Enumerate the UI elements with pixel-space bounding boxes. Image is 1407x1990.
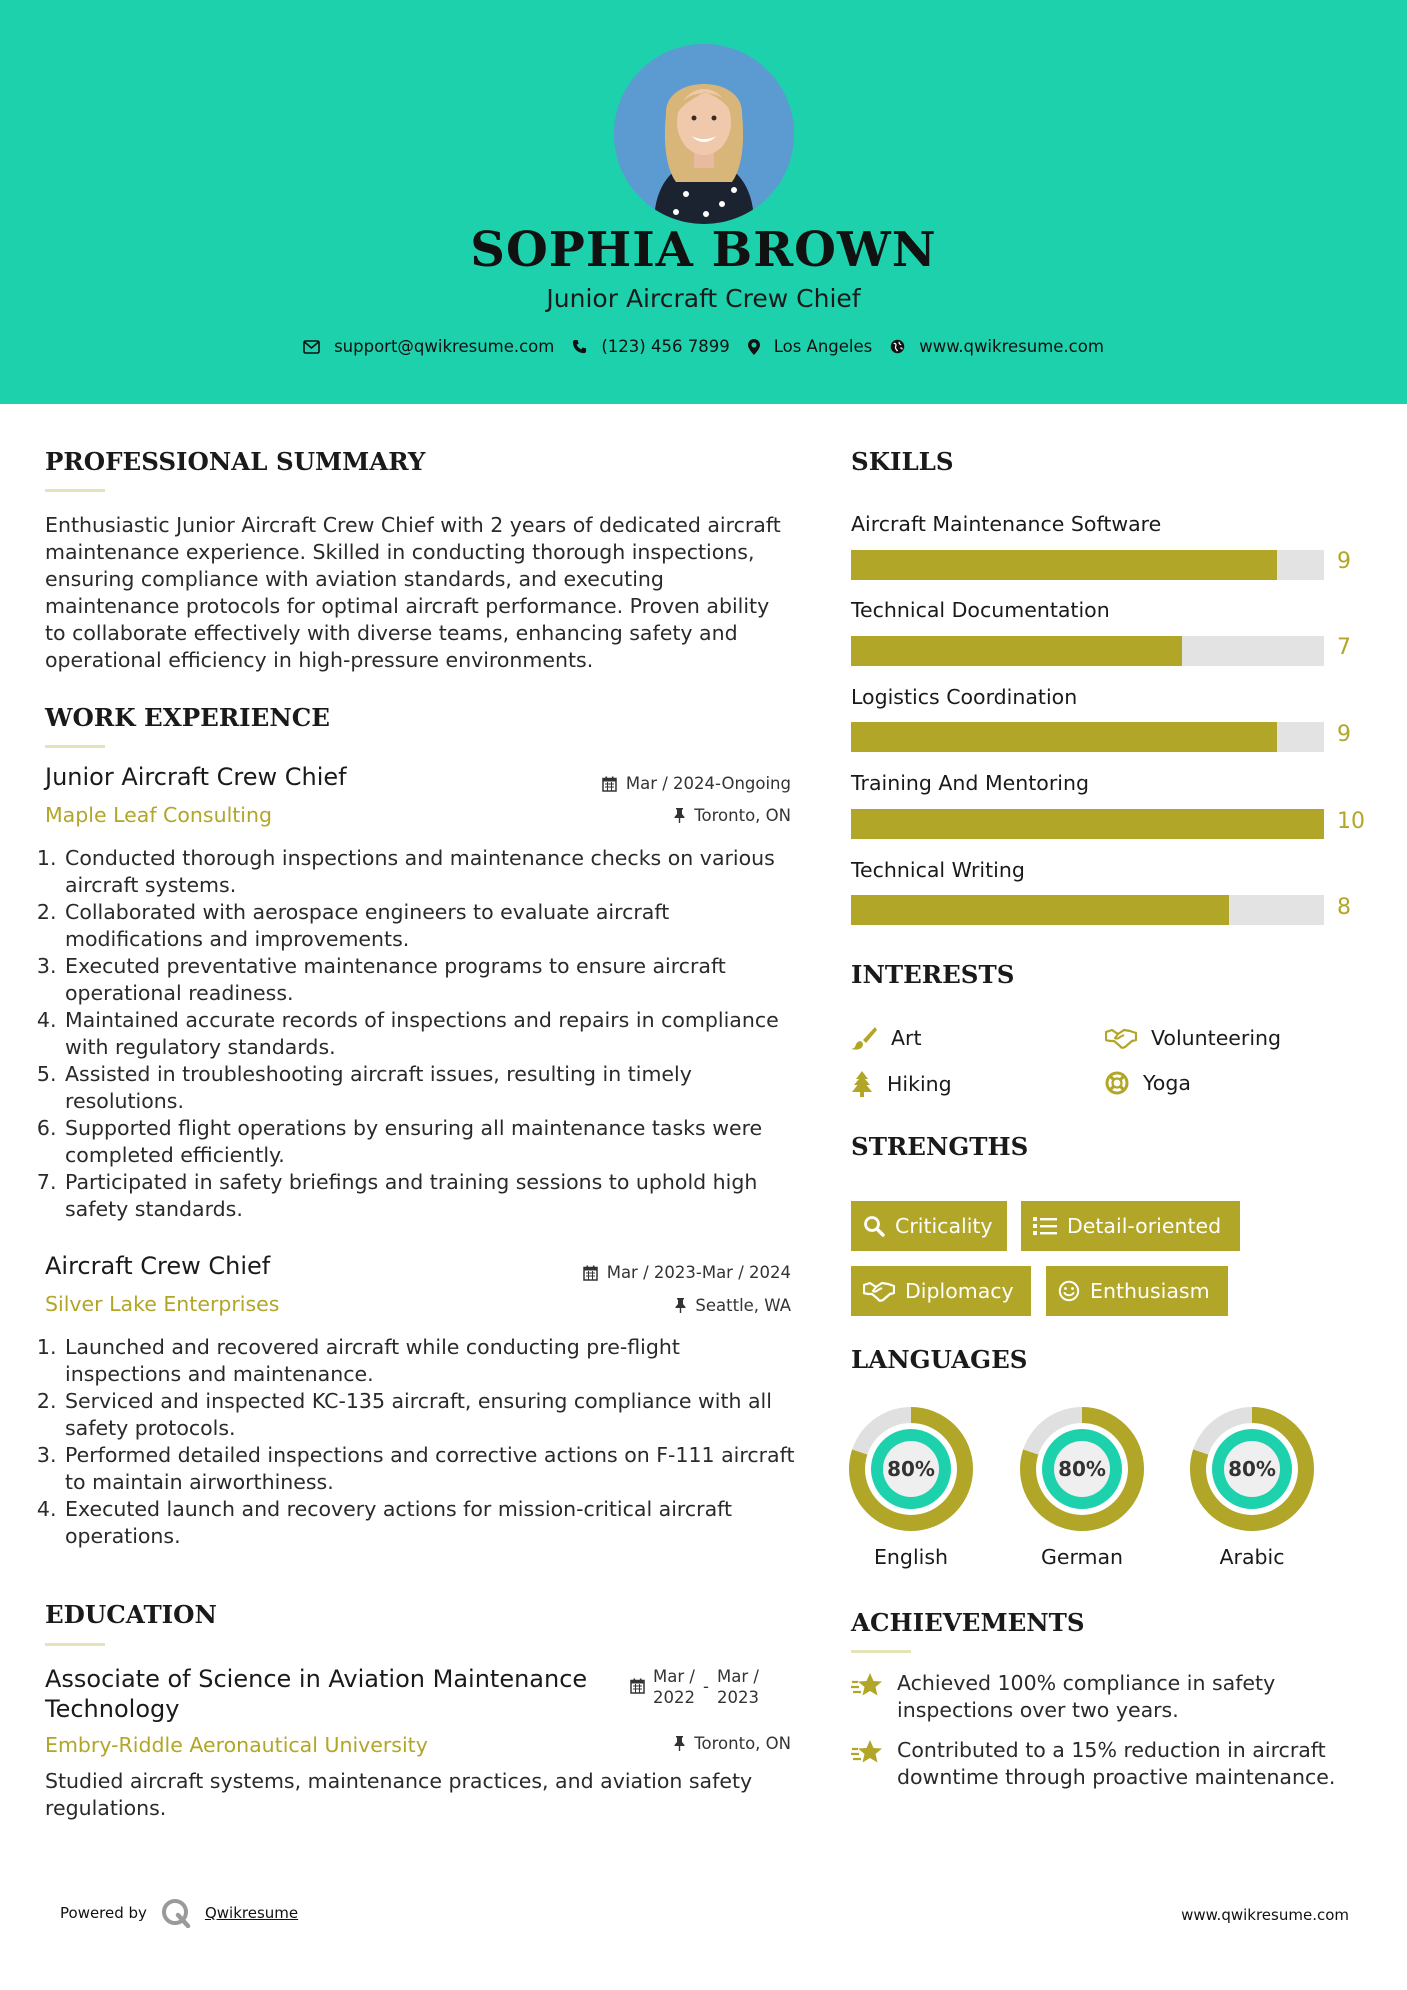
skill-bar-fill (851, 550, 1277, 580)
strength-label: Detail-oriented (1067, 1214, 1222, 1238)
strength-chip-criticality (851, 1201, 1007, 1251)
lifebuoy-icon (1105, 1071, 1129, 1095)
education-heading: EDUCATION (45, 1600, 217, 1629)
job-1-dates (602, 774, 791, 793)
contact-website-text: www.qwikresume.com (919, 337, 1104, 356)
job-1-location-text: Toronto, ON (694, 806, 791, 825)
contact-location (748, 337, 873, 356)
list-item: 6. Supported flight operations by ensuring all maintenance tasks were completed efficiently. (63, 1115, 795, 1169)
achievement-text: Achieved 100% compliance in safety inspections over two years. (897, 1671, 1276, 1722)
interest-label: Volunteering (1151, 1026, 1282, 1050)
job-2-company: Silver Lake Enterprises (45, 1292, 280, 1316)
achievements-heading: ACHIEVEMENTS (851, 1608, 1085, 1637)
calendar-icon (630, 1678, 645, 1694)
achievement-text: Contributed to a 15% reduction in aircraft downtime through proactive maintenance. (897, 1738, 1336, 1789)
skill-bar-track (851, 809, 1324, 839)
date-separator: - (703, 1677, 709, 1696)
interest-item-hiking (851, 1071, 952, 1097)
education-degree-line1: Associate of Science in Aviation Maintenance (45, 1665, 588, 1693)
summary-heading: PROFESSIONAL SUMMARY (45, 447, 426, 476)
skill-level: 10 (1337, 809, 1365, 834)
profile-photo (614, 44, 794, 224)
candidate-name: SOPHIA BROWN (470, 222, 937, 278)
map-pin-icon (748, 339, 760, 355)
language-ring (1190, 1407, 1314, 1531)
education-location-text: Toronto, ON (694, 1734, 791, 1753)
interest-item-yoga (1105, 1071, 1191, 1095)
job-2-dates (583, 1263, 791, 1282)
strength-chip-diplomacy (851, 1266, 1031, 1316)
education-end-year: 2023 (716, 1688, 759, 1707)
list-item: 7. Participated in safety briefings and training sessions to uphold high safety standards. (63, 1169, 795, 1223)
strength-chip-enthusiasm (1046, 1266, 1228, 1316)
education-description: Studied aircraft systems, maintenance practices, and aviation safety regulations. (45, 1769, 753, 1820)
job-1-duties (45, 845, 795, 1223)
list-item: 4. Maintained accurate records of inspections and repairs in compliance with regulatory standards. (63, 1007, 795, 1061)
job-2-dates-text: Mar / 2023-Mar / 2024 (606, 1263, 791, 1282)
job-2-duties (45, 1334, 795, 1550)
skill-level: 8 (1337, 895, 1351, 920)
achievement-item (851, 1737, 1361, 1791)
skill-bar-track (851, 550, 1324, 580)
skill-bar-track (851, 895, 1324, 925)
pushpin-icon (674, 808, 685, 823)
education-end-month: Mar / (716, 1667, 759, 1686)
footer-powered-by (60, 1898, 298, 1928)
achievements-divider (851, 1650, 911, 1653)
language-percent: 80% (1228, 1457, 1276, 1481)
search-icon (863, 1215, 885, 1237)
education-start (653, 1666, 695, 1708)
tree-icon (851, 1071, 873, 1097)
job-1-dates-text: Mar / 2024-Ongoing (625, 774, 791, 793)
skill-bar-fill (851, 722, 1277, 752)
language-name: English (873, 1545, 949, 1569)
strength-chip-detail-oriented (1021, 1201, 1240, 1251)
languages-heading: LANGUAGES (851, 1345, 1028, 1374)
strengths-heading: STRENGTHS (851, 1132, 1029, 1161)
education-dates (630, 1666, 759, 1708)
skill-name: Technical Documentation (851, 598, 1110, 622)
job-2-location (675, 1296, 791, 1315)
education-start-month: Mar / (653, 1667, 695, 1686)
summary-text: Enthusiastic Junior Aircraft Crew Chief with 2 years of dedicated aircraft maintenance experience. Skilled in conducting thorough inspections, ensuring compliance with aviation standards, and executing maintenance protocols for optimal aircraft performance. Proven ability to collaborate effectively with diverse teams, enhancing safety and operational efficiency in high-pressure environments. (45, 513, 781, 672)
list-icon (1033, 1216, 1057, 1236)
list-item: 2. Collaborated with aerospace engineers to evaluate aircraft modifications and improvements. (63, 899, 795, 953)
skill-level: 9 (1337, 549, 1351, 574)
skill-name: Aircraft Maintenance Software (851, 512, 1162, 536)
powered-by-label: Powered by (60, 1904, 147, 1922)
skill-name: Logistics Coordination (851, 685, 1078, 709)
achievement-item (851, 1670, 1361, 1724)
job-1-company: Maple Leaf Consulting (45, 803, 273, 827)
contact-location-text: Los Angeles (773, 337, 873, 356)
strength-label: Diplomacy (905, 1279, 1014, 1303)
strength-label: Criticality (895, 1214, 993, 1238)
skill-name: Training And Mentoring (851, 771, 1089, 795)
interest-label: Hiking (887, 1072, 952, 1096)
candidate-title: Junior Aircraft Crew Chief (546, 284, 861, 313)
skill-bar-track (851, 636, 1324, 666)
education-degree (45, 1664, 645, 1724)
language-name: Arabic (1219, 1545, 1285, 1569)
globe-icon (890, 339, 905, 354)
job-2-location-text: Seattle, WA (695, 1296, 791, 1315)
skill-bar-fill (851, 895, 1229, 925)
interest-label: Art (891, 1026, 922, 1050)
language-percent: 80% (887, 1457, 935, 1481)
smile-icon (1058, 1280, 1080, 1302)
education-start-year: 2022 (653, 1688, 695, 1707)
list-item: 1. Conducted thorough inspections and maintenance checks on various aircraft systems. (63, 845, 795, 899)
skill-level: 9 (1337, 722, 1351, 747)
handshake-icon (1105, 1027, 1137, 1049)
list-item: 3. Performed detailed inspections and corrective actions on F-111 aircraft to maintain airworthiness. (63, 1442, 795, 1496)
calendar-icon (583, 1265, 598, 1281)
interest-item-art (851, 1026, 922, 1050)
skills-heading: SKILLS (851, 447, 954, 476)
list-item: 5. Assisted in troubleshooting aircraft issues, resulting in timely resolutions. (63, 1061, 795, 1115)
language-ring (1020, 1407, 1144, 1531)
list-item: 1. Launched and recovered aircraft while conducting pre-flight inspections and maintenance. (63, 1334, 795, 1388)
job-1-location (674, 806, 791, 825)
contact-website[interactable] (890, 337, 1104, 356)
job-2-role: Aircraft Crew Chief (45, 1252, 271, 1280)
portrait-image (614, 44, 794, 224)
footer-url[interactable]: www.qwikresume.com (1181, 1906, 1349, 1924)
calendar-icon (602, 776, 617, 792)
skill-bar-track (851, 722, 1324, 752)
contact-bar (0, 337, 1407, 356)
paintbrush-icon (851, 1026, 877, 1050)
interest-label: Yoga (1143, 1071, 1191, 1095)
interests-heading: INTERESTS (851, 960, 1015, 989)
contact-phone-text: (123) 456 7899 (601, 337, 730, 356)
language-item (1190, 1407, 1314, 1569)
education-location (674, 1734, 791, 1753)
language-percent: 80% (1058, 1457, 1106, 1481)
list-item: 4. Executed launch and recovery actions for mission-critical aircraft operations. (63, 1496, 795, 1550)
pushpin-icon (675, 1298, 686, 1313)
qwikresume-link[interactable]: Qwikresume (204, 1904, 299, 1922)
job-1-role: Junior Aircraft Crew Chief (45, 763, 347, 791)
contact-phone[interactable] (572, 337, 729, 356)
language-item (1020, 1407, 1144, 1569)
strength-label: Enthusiasm (1090, 1279, 1210, 1303)
handshake-icon (863, 1280, 895, 1302)
education-divider (45, 1643, 105, 1646)
language-ring (849, 1407, 973, 1531)
star-badge-icon (851, 1739, 883, 1767)
summary-divider (45, 489, 105, 492)
resume-header (0, 0, 1407, 404)
envelope-icon (303, 340, 320, 354)
list-item: 3. Executed preventative maintenance programs to ensure aircraft operational readiness. (63, 953, 795, 1007)
phone-icon (572, 339, 587, 354)
skill-bar-fill (851, 809, 1324, 839)
pushpin-icon (674, 1736, 685, 1751)
contact-email-text: support@qwikresume.com (334, 337, 555, 356)
list-item: 2. Serviced and inspected KC-135 aircraft, ensuring compliance with all safety protocols. (63, 1388, 795, 1442)
skill-bar-fill (851, 636, 1182, 666)
language-name: German (1040, 1545, 1124, 1569)
interest-item-volunteering (1105, 1026, 1281, 1050)
skill-level: 7 (1337, 635, 1351, 660)
experience-heading: WORK EXPERIENCE (45, 703, 330, 732)
language-item (849, 1407, 973, 1569)
contact-email[interactable] (303, 337, 554, 356)
education-end (717, 1666, 759, 1708)
skill-name: Technical Writing (851, 858, 1025, 882)
education-school: Embry-Riddle Aeronautical University (45, 1733, 428, 1757)
qwikresume-logo-icon (161, 1898, 191, 1928)
star-badge-icon (851, 1672, 883, 1700)
education-degree-line2: Technology (45, 1695, 180, 1723)
experience-divider (45, 745, 105, 748)
